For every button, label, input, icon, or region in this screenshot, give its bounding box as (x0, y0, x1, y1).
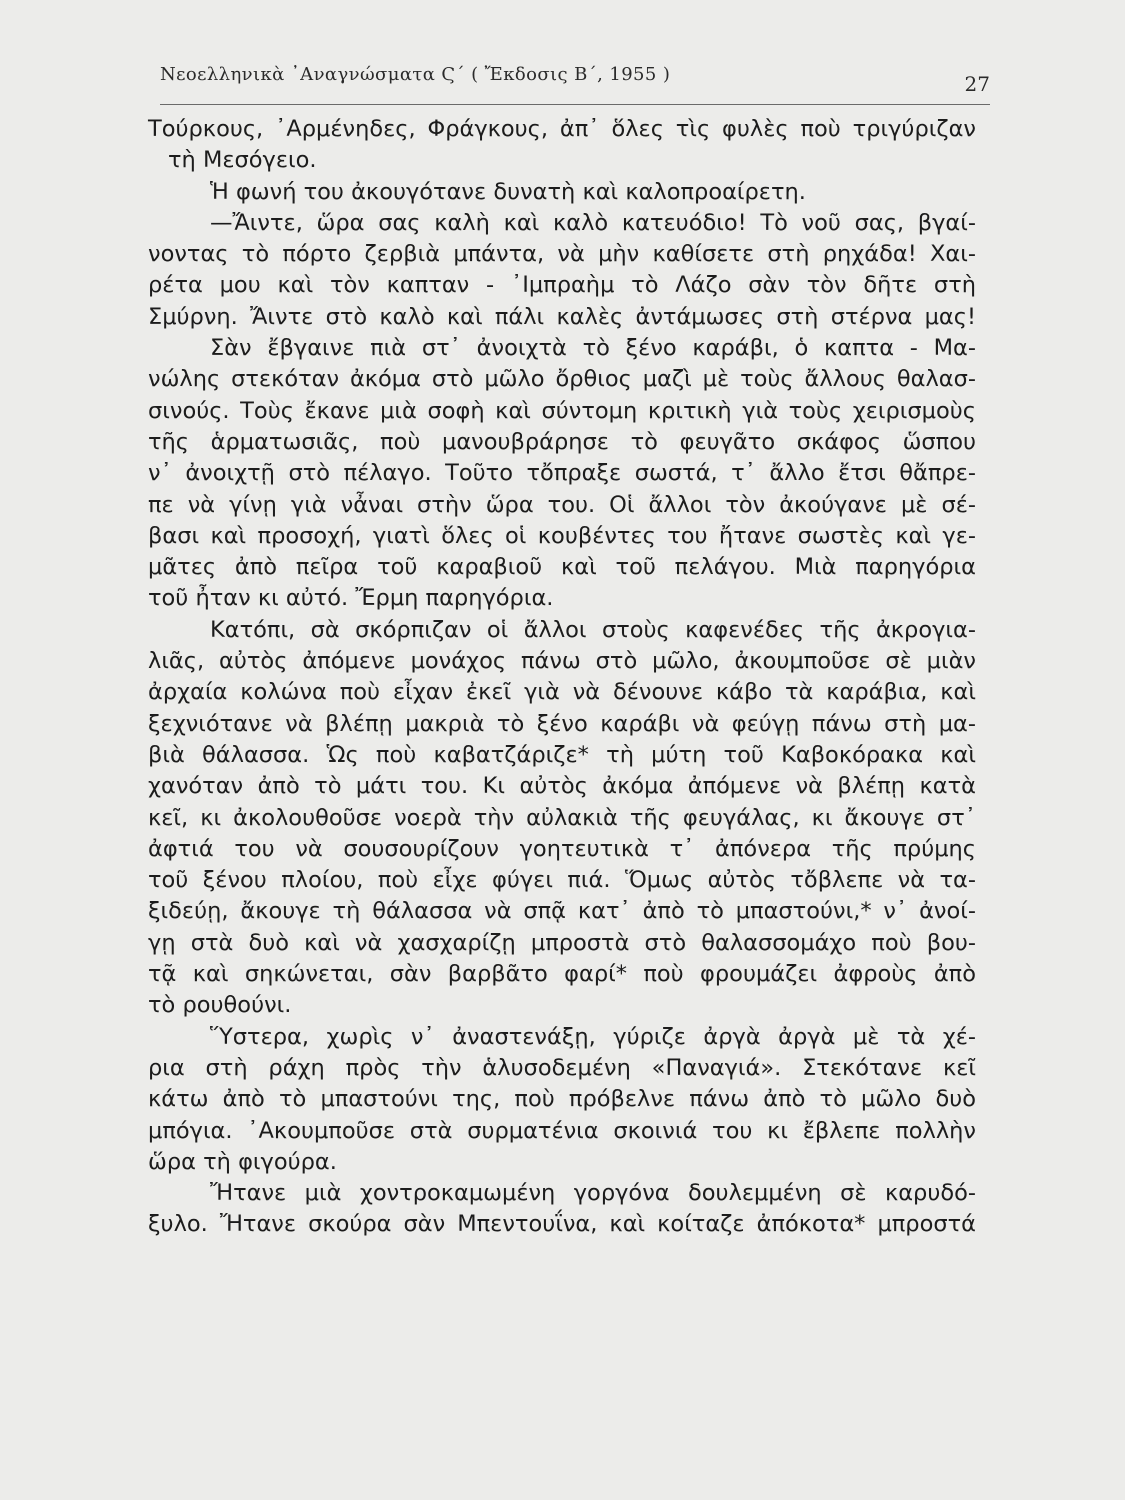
header-rule (160, 104, 990, 105)
text-line: κάτω ἀπὸ τὸ μπαστούνι της, ποὺ πρόβελνε πάνω ἀπὸ τὸ μῶλο δυὸ (148, 1086, 976, 1113)
text-line: Σὰν ἔβγαινε πιὰ στ᾿ ἀνοιχτὰ τὸ ξένο καράβι, ὁ καπτα - Μα- (210, 335, 976, 362)
text-line: μπόγια. ᾿Ακουμποῦσε στὰ συρματένια σκοινιά του κι ἔβλεπε πολλὴν (148, 1117, 976, 1144)
text-line: Τούρκους, ᾿Αρμένηδες, Φράγκους, ἀπ᾿ ὅλες τὶς φυλὲς ποὺ τριγύριζαν (148, 116, 976, 142)
text-line: Κατόπι, σὰ σκόρπιζαν οἱ ἄλλοι στοὺς καφενέδες τῆς ἀκρογια- (210, 616, 976, 643)
header-title: Νεοελληνικὰ ᾿Αναγνώσματα Ϛ΄ ( Ἔκδοσις Β΄, 1955 ) (160, 64, 671, 85)
text-line: λιᾶς, αὐτὸς ἀπόμενε μονάχος πάνω στὸ μῶλο, ἀκουμποῦσε σὲ μιὰν (148, 648, 976, 675)
text-line: ξυλο. Ἤτανε σκούρα σὰν Μπεντουΐνα, καὶ κοίταζε ἀπόκοτα* μπροστά (148, 1211, 976, 1238)
text-line: τοῦ ξένου πλοίου, ποὺ εἶχε φύγει πιά. Ὅμως αὐτὸς τὄβλεπε νὰ τα- (148, 867, 976, 894)
text-line: ἀφτιά του νὰ σουσουρίζουν γοητευτικὰ τ᾿ ἀπόνερα τῆς πρύμης (148, 835, 976, 862)
text-line: σινούς. Τοὺς ἔκανε μιὰ σοφὴ καὶ σύντομη κριτικὴ γιὰ τοὺς χειρισμοὺς (148, 397, 976, 424)
text-line: Σμύρνη. Ἄιντε στὸ καλὸ καὶ πάλι καλὲς ἀντάμωσες στὴ στέρνα μας! (148, 303, 976, 330)
text-line: ξιδεύῃ, ἄκουγε τὴ θάλασσα νὰ σπᾷ κατ᾿ ἀπὸ τὸ μπαστούνι,* ν᾿ ἀνοί- (148, 898, 976, 925)
text-line: τῆς ἁρματωσιᾶς, ποὺ μανουβράρησε τὸ φευγᾶτο σκάφος ὥσπου (148, 428, 976, 455)
text-line: τὴ Μεσόγειο. (168, 147, 317, 174)
text-line: χανόταν ἀπὸ τὸ μάτι του. Κι αὐτὸς ἀκόμα ἀπόμενε νὰ βλέπῃ κατὰ (148, 773, 976, 800)
text-line: ξεχνιότανε νὰ βλέπῃ μακριὰ τὸ ξένο καράβι νὰ φεύγῃ πάνω στὴ μα- (148, 710, 976, 737)
text-line: ρέτα μου καὶ τὸν καπταν - ᾿Ιμπραὴμ τὸ Λάζο σὰν τὸν δῆτε στὴ (148, 272, 976, 299)
text-line: γῃ στὰ δυὸ καὶ νὰ χασχαρίζῃ μπροστὰ στὸ θαλασσομάχο ποὺ βου- (148, 929, 976, 956)
text-line: ὥρα τὴ φιγούρα. (148, 1148, 337, 1175)
running-header (160, 60, 990, 94)
text-line: πε νὰ γίνῃ γιὰ νἆναι στὴν ὥρα του. Οἱ ἄλλοι τὸν ἀκούγανε μὲ σέ- (148, 491, 976, 518)
text-line: κεῖ, κι ἀκολουθοῦσε νοερὰ τὴν αὐλακιὰ τῆς φευγάλας, κι ἄκουγε στ᾿ (148, 804, 976, 831)
text-line: ἀρχαία κολώνα ποὺ εἶχαν ἐκεῖ γιὰ νὰ δένουνε κάβο τὰ καράβια, καὶ (148, 679, 976, 706)
text-line: τὸ ρουθούνι. (148, 992, 292, 1019)
text-line: —Ἄιντε, ὥρα σας καλὴ καὶ καλὸ κατευόδιο! Τὸ νοῦ σας, βγαί- (210, 209, 976, 236)
text-line: βασι καὶ προσοχή, γιατὶ ὅλες οἱ κουβέντες του ἤτανε σωστὲς καὶ γε- (148, 522, 976, 549)
text-line: βιὰ θάλασσα. Ὡς ποὺ καβατζάριζε* τὴ μύτη τοῦ Καβοκόρακα καὶ (148, 741, 976, 768)
text-line: Ὕστερα, χωρὶς ν᾿ ἀναστενάξῃ, γύριζε ἀργὰ ἀργὰ μὲ τὰ χέ- (210, 1023, 976, 1050)
text-line: νώλης στεκόταν ἀκόμα στὸ μῶλο ὄρθιος μαζὶ μὲ τοὺς ἄλλους θαλασ- (148, 366, 976, 393)
text-line: Ἤτανε μιὰ χοντροκαμωμένη γοργόνα δουλεμμένη σὲ καρυδό- (210, 1180, 976, 1207)
text-line: μᾶτες ἀπὸ πεῖρα τοῦ καραβιοῦ καὶ τοῦ πελάγου. Μιὰ παρηγόρια (148, 554, 976, 581)
text-line: νοντας τὸ πόρτο ζερβιὰ μπάντα, νὰ μὴν καθίσετε στὴ ρηχάδα! Χαι- (148, 241, 976, 268)
text-line: τοῦ ἦταν κι αὐτό. Ἔρμη παρηγόρια. (148, 585, 554, 612)
text-line: ρια στὴ ράχη πρὸς τὴν ἁλυσοδεμένη «Παναγιά». Στεκότανε κεῖ (148, 1054, 976, 1081)
text-line: τᾷ καὶ σηκώνεται, σὰν βαρβᾶτο φαρί* ποὺ φρουμάζει ἀφροὺς ἀπὸ (148, 961, 976, 988)
page-number: 27 (964, 72, 990, 96)
text-line: Ἡ φωνή του ἀκουγότανε δυνατὴ καὶ καλοπροαίρετη. (210, 178, 806, 205)
body-text (148, 114, 976, 1241)
text-line: ν᾿ ἀνοιχτῇ στὸ πέλαγο. Τοῦτο τὄπραξε σωστά, τ᾿ ἄλλο ἔτσι θἄπρε- (148, 460, 976, 487)
